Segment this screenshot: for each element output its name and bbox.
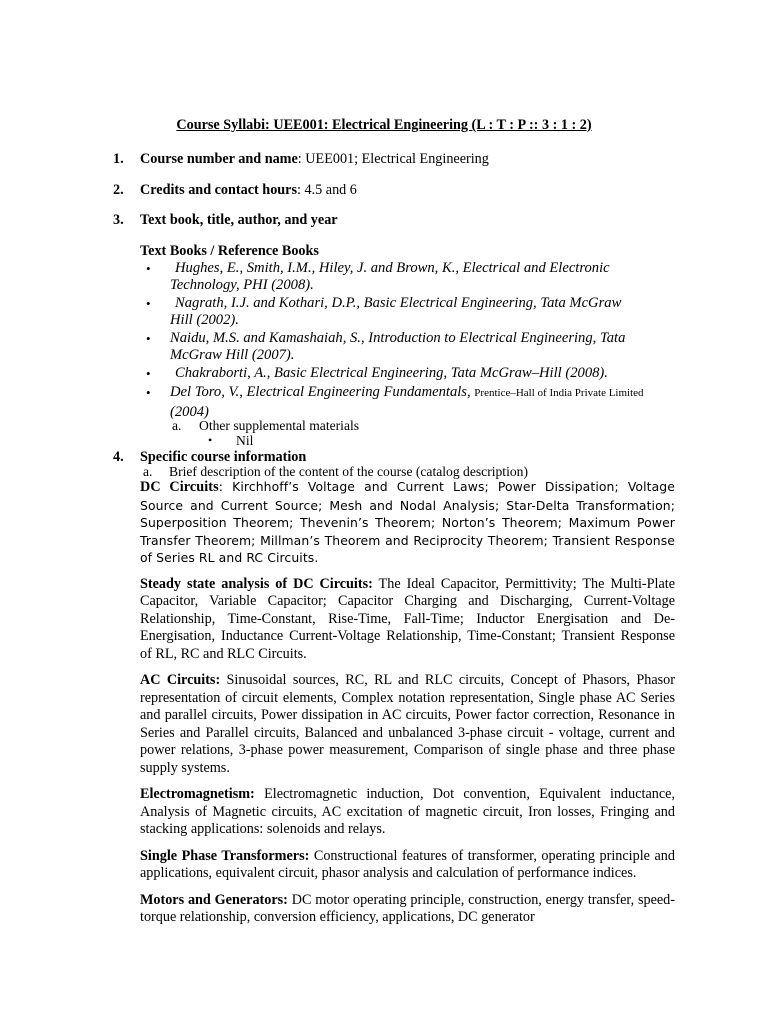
section-electromagnetism — [140, 786, 675, 839]
item-1-text — [140, 151, 489, 168]
item-number-3: 3. — [113, 212, 124, 228]
item-number-2: 2. — [113, 182, 124, 198]
book-line: Chakraborti, A., Basic Electrical Engineering, Tata McGraw–Hill (2008). — [175, 365, 608, 381]
item-2-label: Credits and contact hours — [140, 182, 297, 198]
section-body: The Ideal Capacitor, Permittivity; The Multi-Plate Capacitor, Variable Capacitor; Capacitor Charging and Discharging, Current-Voltage Relationship, Time-Constant, Rise-Time, Fall-Time; Inductor Energisation and De-Energisation, Inductance Current-Voltage Relationship, Time-Constant; Transient Response of RL, RC and RLC Circuits. — [140, 575, 676, 662]
supplemental-text: Other supplemental materials — [199, 418, 360, 433]
section-heading: Steady state analysis of DC Circuits: — [140, 575, 373, 592]
brief-text: Brief description of the content of the course (catalog description) — [169, 464, 528, 479]
book-item — [140, 384, 675, 421]
section-body: Sinusoidal sources, RC, RL and RLC circuits, Concept of Phasors, Phasor representation of circuit elements, Complex notation representation, Single phase AC Series and parallel circuits, Power dissipation in AC circuits, Power factor correction, Resonance in Series and Parallel circuits, Balanced and unbalanced 3-phase circuit - voltage, current and power relations, 3-phase power measurement, Comparison of single phase and three phase supply systems. — [140, 672, 675, 776]
book-line: Naidu, M.S. and Kamashaiah, S., Introduction to Electrical Engineering, Tata — [170, 330, 626, 346]
section-heading: DC Circuits — [140, 479, 219, 495]
item-4-label: Specific course information — [140, 449, 307, 465]
brief-letter: a. — [143, 464, 153, 479]
item-3-label: Text book, title, author, and year — [140, 212, 338, 228]
book-item — [140, 365, 675, 382]
book-5-year: (2004) — [170, 404, 209, 420]
bullet-icon: • — [146, 261, 151, 276]
supplemental-letter: a. — [172, 418, 182, 433]
bullet-icon: • — [146, 385, 151, 400]
book-line: Hill (2002). — [170, 312, 239, 328]
book-line — [170, 384, 675, 402]
section-heading: Electromagnetism: — [140, 786, 255, 802]
book-5-publisher: Prentice–Hall of India Private Limited — [474, 387, 644, 399]
bullet-icon: • — [208, 433, 213, 447]
book-item — [140, 260, 675, 294]
section-heading: AC Circuits: — [140, 672, 221, 688]
section-heading: Single Phase Transformers: — [140, 847, 310, 864]
section-motors-generators — [140, 892, 675, 927]
book-line: McGraw Hill (2007). — [170, 347, 295, 363]
section-body: : Kirchhoff’s Voltage and Current Laws; Power Dissipation; Voltage Source and Current Source; Mesh and Nodal Analysis; Star-Delta Transformation; Superposition Theorem; Thevenin’s Theorem; Norton’s Theorem; Maximum Power Transfer Theorem; Millman’s Theorem and Reciprocity Theorem; Transient Response of Series RL and RC Circuits. — [140, 479, 675, 565]
item-1-label: Course number and name — [140, 151, 298, 167]
book-item — [140, 295, 675, 329]
book-5-main: Del Toro, V., Electrical Engineering Fundamentals, — [170, 384, 471, 400]
item-1-value: : UEE001; Electrical Engineering — [297, 151, 489, 167]
book-line: Hughes, E., Smith, I.M., Hiley, J. and Brown, K., Electrical and Electronic — [175, 260, 610, 276]
section-dc-circuits — [140, 478, 675, 567]
book-line: Nagrath, I.J. and Kothari, D.P., Basic Electrical Engineering, Tata McGraw — [175, 295, 622, 311]
section-body: DC motor operating principle, construction, energy transfer, speed-torque relationship, conversion efficiency, applications, DC generator — [140, 891, 675, 925]
bullet-icon: • — [146, 331, 151, 346]
book-list — [140, 260, 675, 422]
course-content — [140, 478, 675, 936]
section-body: Electromagnetic induction, Dot convention, Equivalent inductance, Analysis of Magnetic circuits, AC excitation of magnetic circuit, Iron losses, Fringing and stacking applications: solenoids and relays. — [140, 786, 675, 837]
page-title: Course Syllabi: UEE001: Electrical Engineering (L : T : P :: 3 : 1 : 2) — [176, 117, 592, 133]
section-ac-circuits — [140, 672, 675, 777]
item-number-1: 1. — [113, 151, 124, 167]
section-heading: Motors and Generators: — [140, 891, 288, 908]
item-2-value: : 4.5 and 6 — [297, 182, 357, 198]
item-2-text — [140, 182, 357, 199]
item-number-4: 4. — [113, 449, 124, 465]
section-transformers — [140, 848, 675, 883]
section-steady-state — [140, 576, 675, 664]
section-body: Constructional features of transformer, operating principle and applications, equivalent circuit, phasor analysis and calculation of performance indices. — [140, 847, 675, 881]
book-line: Technology, PHI (2008). — [170, 277, 314, 293]
books-heading: Text Books / Reference Books — [140, 243, 319, 259]
bullet-icon: • — [146, 366, 151, 381]
nil-text: Nil — [236, 433, 254, 448]
bullet-icon: • — [146, 296, 151, 311]
book-item — [140, 330, 675, 364]
